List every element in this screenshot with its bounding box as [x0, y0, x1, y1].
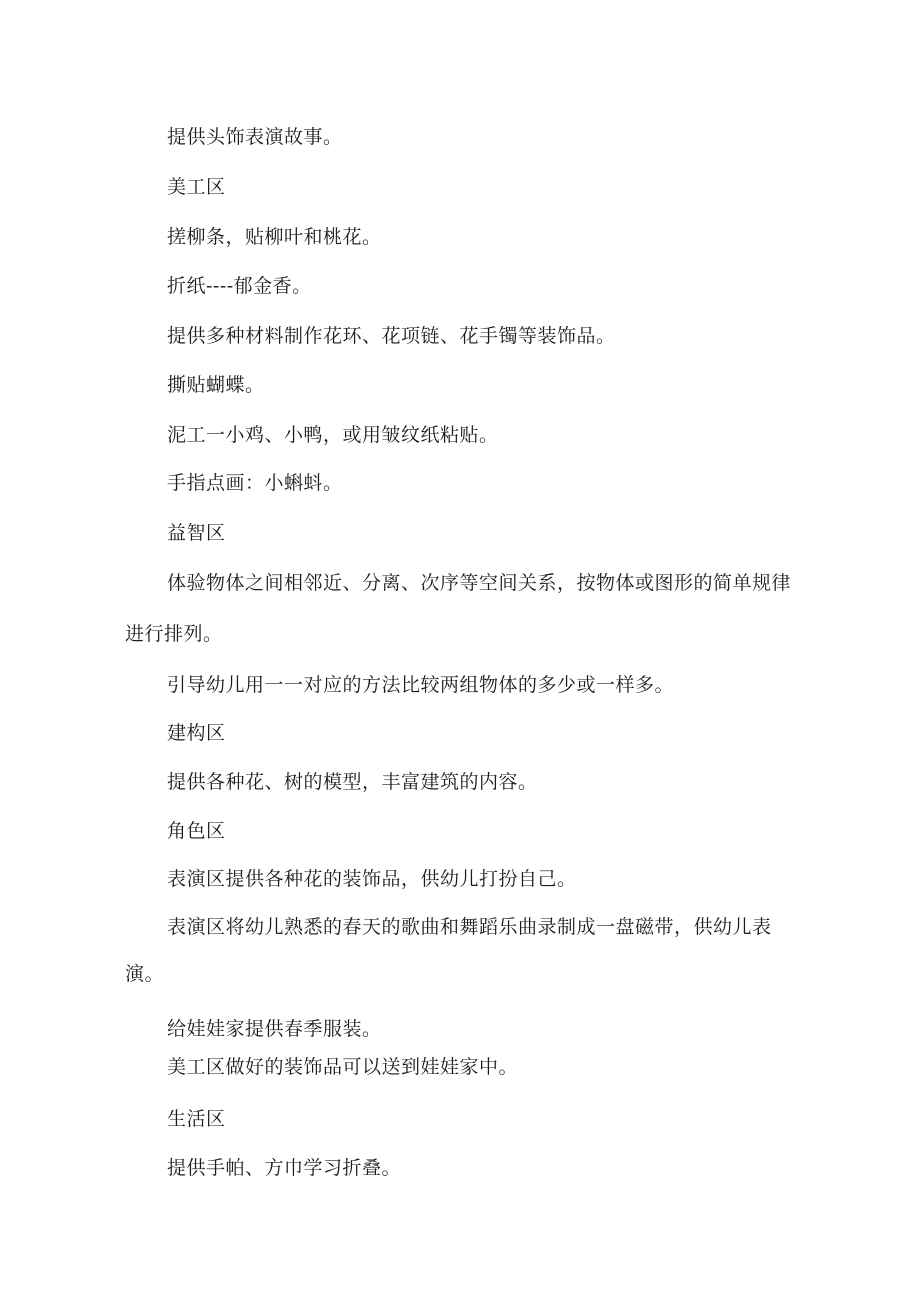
text-line: 提供各种花、树的模型，丰富建筑的内容。 [167, 771, 538, 793]
text-line: 体验物体之间相邻近、分离、次序等空间关系，按物体或图形的简单规律 [167, 572, 792, 594]
text-line: 提供多种材料制作花环、花项链、花手镯等装饰品。 [167, 325, 616, 347]
text-line: 搓柳条，贴柳叶和桃花。 [167, 226, 382, 248]
text-line: 表演区将幼儿熟悉的春天的歌曲和舞蹈乐曲录制成一盘磁带，供幼儿表 [167, 916, 772, 938]
text-line-continuation: 进行排列。 [125, 623, 223, 645]
text-line: 给娃娃家提供春季服装。 [167, 1018, 382, 1040]
text-line: 美工区做好的装饰品可以送到娃娃家中。 [167, 1056, 519, 1078]
text-line: 引导幼儿用一一对应的方法比较两组物体的多少或一样多。 [167, 674, 675, 696]
text-line: 手指点画：小蝌蚪。 [167, 472, 343, 494]
text-line: 折纸----郁金香。 [167, 275, 312, 297]
section-heading-role: 角色区 [167, 820, 226, 842]
text-line: 提供头饰表演故事。 [167, 126, 343, 148]
text-line: 提供手帕、方巾学习折叠。 [167, 1157, 402, 1179]
section-heading-puzzle: 益智区 [167, 522, 226, 544]
text-line: 表演区提供各种花的装饰品，供幼儿打扮自己。 [167, 868, 577, 890]
section-heading-life: 生活区 [167, 1108, 226, 1130]
text-line-continuation: 演。 [125, 963, 165, 985]
section-heading-construction: 建构区 [167, 722, 226, 744]
text-line: 撕贴蝴蝶。 [167, 374, 265, 396]
text-line: 泥工一小鸡、小鸭，或用皱纹纸粘贴。 [167, 424, 499, 446]
section-heading-art: 美工区 [167, 176, 226, 198]
